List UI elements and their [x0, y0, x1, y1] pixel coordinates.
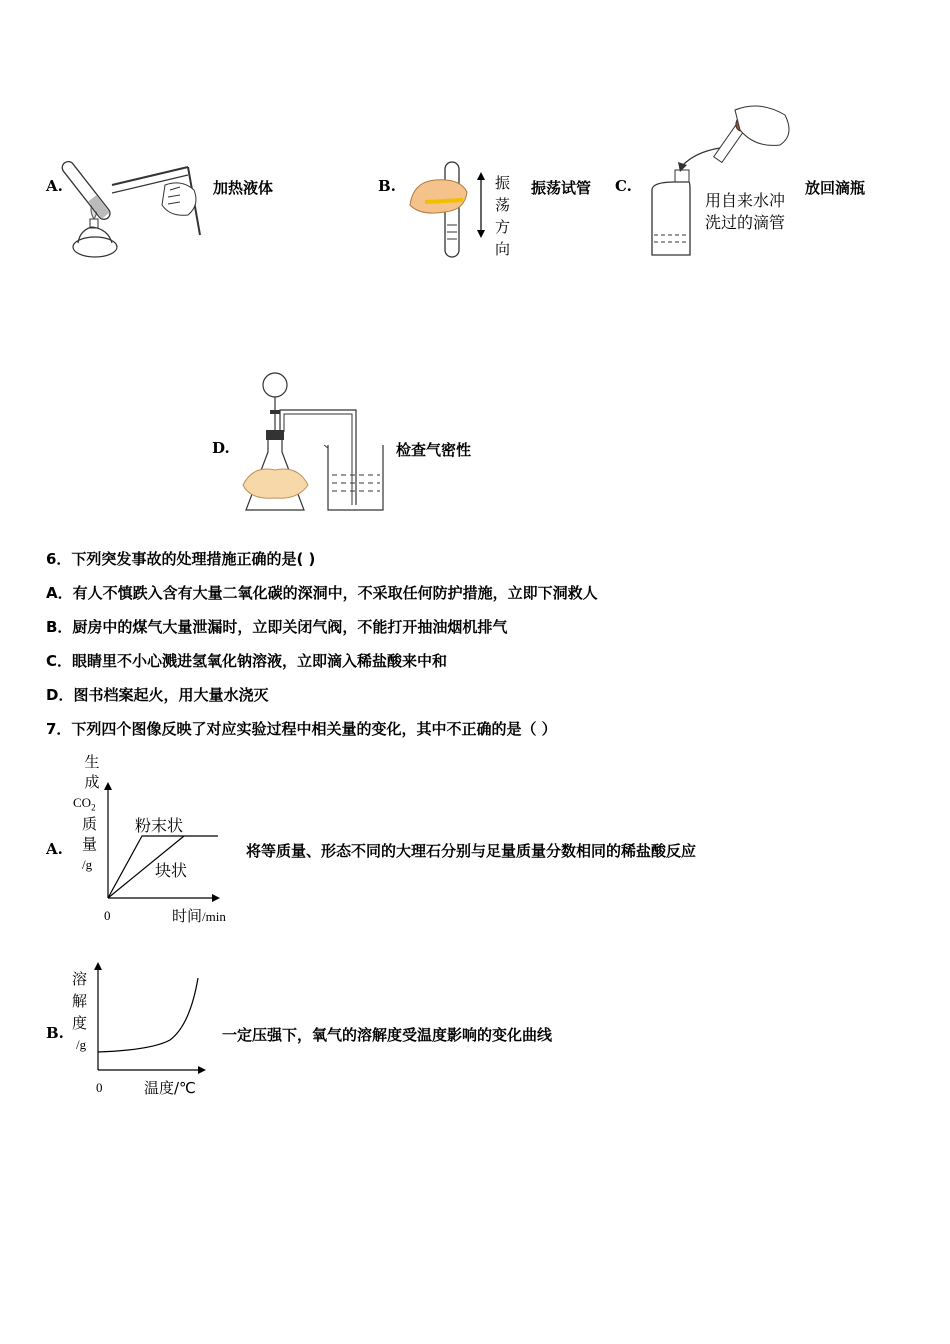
q6-stem: 6．下列突发事故的处理措施正确的是( ): [46, 550, 316, 568]
q6-option-b: B．厨房中的煤气大量泄漏时，立即关闭气阀，不能打开抽油烟机排气: [46, 618, 508, 636]
q7-option-b-letter: B.: [46, 1024, 64, 1042]
ylabel-char: 解: [72, 992, 88, 1010]
heating-liquid-illustration: [70, 145, 210, 260]
series-label-block: 块状: [155, 861, 188, 880]
shake-direction-char: 方: [495, 218, 511, 236]
q6-option-a: A．有人不慎跌入含有大量二氧化碳的深洞中，不采取任何防护措施，立即下洞救人: [46, 584, 598, 602]
q7-option-a-desc: 将等质量、形态不同的大理石分别与足量质量分数相同的稀盐酸反应: [246, 842, 697, 860]
ylabel-char: 生: [84, 753, 100, 771]
graph-b: [92, 960, 212, 1075]
graph-a-ylabel-unit: /g: [82, 857, 93, 872]
graph-b-xlabel: 温度/℃: [144, 1079, 196, 1097]
dropper-note: [705, 190, 785, 234]
airtightness-check-illustration: [238, 370, 388, 520]
option-b-caption: 振荡试管: [531, 179, 592, 197]
graph-a-xlabel: 时间/min: [172, 907, 226, 925]
graph-a: [100, 780, 225, 905]
q7-stem: 7．下列四个图像反映了对应实验过程中相关量的变化，其中不正确的是（ ）: [46, 720, 557, 738]
graph-a-ylabel-mass: [82, 814, 97, 854]
dropper-note-line1: 用自来水冲: [705, 191, 786, 210]
q6-option-c: C．眼睛里不小心溅进氢氧化钠溶液，立即滴入稀盐酸来中和: [46, 652, 448, 670]
graph-b-ylabel-unit: /g: [76, 1037, 87, 1052]
ylabel-char: 溶: [72, 970, 88, 988]
option-c-caption: 放回滴瓶: [805, 179, 866, 197]
ylabel-char: 量: [82, 835, 98, 853]
graph-b-ylabel: [72, 968, 92, 1034]
shake-direction-char: 振: [495, 174, 511, 192]
dropper-note-line2: 洗过的滴管: [705, 213, 786, 232]
ylabel-char: 成: [84, 773, 100, 791]
solubility-curve: [98, 978, 198, 1052]
ylabel-char: 度: [72, 1014, 88, 1032]
option-a-letter: A.: [46, 177, 63, 195]
q7-option-a-letter: A.: [46, 840, 63, 858]
option-b-letter: B.: [378, 177, 396, 195]
option-d-caption: 检查气密性: [396, 441, 472, 459]
graph-a-origin: 0: [104, 908, 111, 923]
series-label-powder: 粉末状: [135, 816, 184, 835]
shake-direction-char: 向: [495, 240, 511, 258]
graph-b-origin: 0: [96, 1080, 103, 1095]
q7-option-b-desc: 一定压强下，氧气的溶解度受温度影响的变化曲线: [222, 1026, 553, 1044]
ylabel-char: 质: [82, 815, 98, 833]
shaking-test-tube-illustration: [405, 160, 490, 265]
dropper-bottle-illustration: [640, 100, 800, 260]
option-a-caption: 加热液体: [213, 179, 274, 197]
shake-direction-char: 荡: [495, 196, 511, 214]
graph-a-ylabel-co2: $CO_2$: [73, 795, 96, 813]
option-d-letter: D.: [212, 439, 230, 457]
option-c-letter: C.: [615, 177, 632, 195]
q6-option-d: D．图书档案起火，用大量水浇灭: [46, 686, 269, 704]
shake-direction-label: [495, 172, 510, 260]
